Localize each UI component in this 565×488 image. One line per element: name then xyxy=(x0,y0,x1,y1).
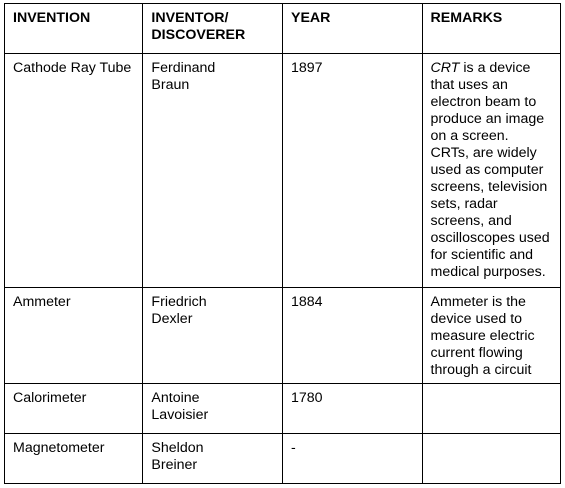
inventor-line1: Friedrich xyxy=(151,294,207,310)
table-row xyxy=(5,288,561,384)
remarks-italic-term: CRT xyxy=(430,60,460,76)
cell-year: 1780 xyxy=(282,384,422,434)
inventor-line1: Sheldon xyxy=(151,440,204,456)
cell-inventor xyxy=(143,434,283,484)
cell-invention: Cathode Ray Tube xyxy=(5,54,143,288)
remarks-line-text: is a device xyxy=(459,60,531,76)
header-inventor xyxy=(143,4,283,54)
header-remarks: REMARKS xyxy=(422,4,560,54)
remarks-line: measure electric xyxy=(430,328,535,344)
header-inventor-line1: INVENTOR/ xyxy=(151,10,229,26)
remarks-line: current flowing xyxy=(430,345,523,361)
inventor-line1: Antoine xyxy=(151,390,200,406)
remarks-line: through a circuit xyxy=(430,362,532,378)
cell-remarks xyxy=(422,54,560,288)
table-header-row xyxy=(5,4,561,54)
table-row xyxy=(5,54,561,288)
remarks-line: that uses an xyxy=(430,77,508,93)
remarks-line: Ammeter is the xyxy=(430,294,526,310)
cell-invention: Magnetometer xyxy=(5,434,143,484)
inventor-line2: Breiner xyxy=(151,457,198,473)
cell-invention: Ammeter xyxy=(5,288,143,384)
remarks-line: sets, radar xyxy=(430,196,498,212)
remarks-line: CRTs, are widely xyxy=(430,145,537,161)
table-row xyxy=(5,384,561,434)
remarks-line: device used to xyxy=(430,311,523,327)
inventor-line2: Braun xyxy=(151,77,190,93)
cell-year: 1897 xyxy=(282,54,422,288)
cell-inventor xyxy=(143,54,283,288)
remarks-line xyxy=(431,60,552,77)
remarks-line: electron beam to xyxy=(430,94,537,110)
cell-remarks xyxy=(422,434,560,484)
cell-invention: Calorimeter xyxy=(5,384,143,434)
cell-inventor xyxy=(143,384,283,434)
cell-remarks xyxy=(422,384,560,434)
remarks-line: on a screen. xyxy=(430,128,509,144)
remarks-line: screens, and xyxy=(430,213,512,229)
cell-inventor xyxy=(143,288,283,384)
header-year: YEAR xyxy=(282,4,422,54)
header-inventor-line2: DISCOVERER xyxy=(151,27,246,43)
remarks-line: screens, television xyxy=(430,179,548,195)
table-row xyxy=(5,434,561,484)
remarks-line: for scientific and xyxy=(430,247,534,263)
cell-year: - xyxy=(282,434,422,484)
inventions-table xyxy=(4,3,561,484)
cell-remarks xyxy=(422,288,560,384)
remarks-line: oscilloscopes used xyxy=(430,230,550,246)
remarks-line: medical purposes. xyxy=(430,264,546,280)
cell-year: 1884 xyxy=(282,288,422,384)
inventor-line2: Dexler xyxy=(151,311,193,327)
remarks-line: produce an image xyxy=(430,111,545,127)
inventor-line1: Ferdinand xyxy=(151,60,216,76)
remarks-line: used as computer xyxy=(430,162,544,178)
inventor-line2: Lavoisier xyxy=(151,407,209,423)
header-invention: INVENTION xyxy=(5,4,143,54)
